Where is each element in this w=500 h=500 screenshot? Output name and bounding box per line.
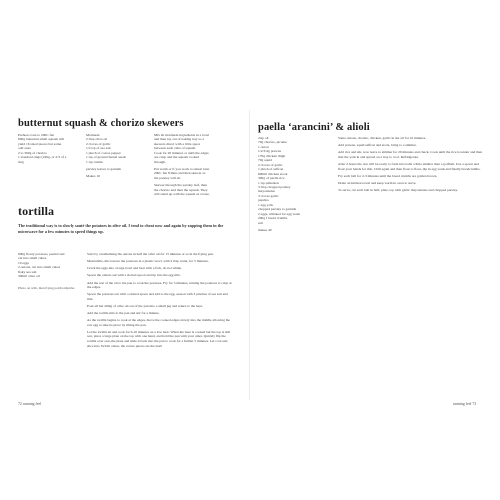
method-step: Drain on kitchen towel and keep warm in oven to serve. [338, 180, 417, 185]
ingredient-line: makes 40 [258, 227, 272, 232]
ingredient-line: 1 tsp of ground fennel seeds [86, 155, 126, 160]
page-gutter [249, 110, 250, 400]
ingredient-line: 300ml olive oil [18, 274, 40, 279]
ingredient-line: 2 cloves of garlic [86, 141, 111, 146]
method-line: and then lay out of baking tray so a [154, 137, 205, 142]
ingredient-line: chopped parsley to garnish [258, 207, 297, 212]
method-line: the parsley will sit. [154, 175, 181, 180]
method-line: 200C fan 8 mins and then skewer as [154, 171, 206, 176]
arancini-method [338, 136, 483, 195]
ingredient-line: 10 eggs [18, 260, 29, 265]
method-line: Skewer through the parsley leaf, then [154, 183, 207, 188]
tortilla-title: tortilla [18, 204, 55, 218]
method-step: Add prawns, squid saffron and stock, bring to a simmer. [338, 143, 417, 148]
method-step: Add the tortilla mix to the pan and stir for a minute. [87, 311, 160, 316]
method-line: will stand up with the squash as a base. [154, 192, 210, 197]
arancini-title: paella ‘arancini’ & alioli [258, 122, 370, 133]
method-step: Fry each ball for 2-3 minutes until the bread crumbs are golden brown. [338, 173, 438, 178]
method-step: Let the tortilla sit and cook for 6-10 minutes on a low heat. When the base is cooked but the top is still wet, place a large plate on the top with one hand, and hold the pan with your other. Quickly flip the tortilla over onto the plate and slide it back into the pan to cook for a further 5 minutes. Let cool and slice into 3x3cm cubes, the corner pieces are the best! [87, 329, 231, 348]
ingredient-line: 1 onion [258, 144, 269, 149]
method-step: Start by caramelising the onions in half the olive oil for 15 minutes or so in the frying pan. [87, 252, 214, 256]
method-line: between each cube of squash. [154, 146, 197, 151]
skewers-ingredients [18, 133, 83, 164]
method-step: Crack the eggs into a large bowl and beat with a fork, do not whisk. [87, 266, 182, 271]
ingredient-line: 1/2/3/4g prawns [258, 149, 281, 154]
skewers-method [154, 133, 234, 196]
method-line: Mix all marinade ingredients in a bowl [154, 133, 210, 137]
ingredient-line: 1 tsp cumin [86, 159, 103, 164]
ingredient-line: 2 tbsp olive oil [86, 137, 108, 142]
page-number-right: running feel 73 [453, 402, 477, 406]
ingredient-line: 1 tsp pimenton [258, 180, 280, 185]
method-line: Cook for 20 minutes or until the edges [154, 150, 209, 155]
note-line: Toothpicks [59, 286, 75, 290]
ingredient-line: ring [18, 159, 24, 164]
method-step: Add rice and stir, now leave to simmer for 20 minutes and check. Cook until the rice is tender and then mix the yolk in and spread on a tray to cool. Refridgerate. [338, 150, 483, 159]
ingredient-line: flaky sea salt [18, 269, 37, 274]
method-line: Put warm or if you work to reheat later [154, 166, 210, 171]
ingredient-line: Preheat oven to 200C fan [18, 133, 55, 137]
ingredient-line: 2 eggs, whisked for egg wash [258, 211, 300, 216]
tortilla-intro: The traditional way is to slowly sauté the potatoes in olive oil. I tend to cheat now and again by zapping them in the microwave for a few minutes to speed things up. [18, 223, 224, 234]
skewers-marinade [86, 133, 150, 179]
ingredient-line: 2 to 360g of chorizo [18, 150, 47, 155]
ingredient-line: 3 cloves garlic [258, 193, 279, 198]
ingredient-line: 70g chorizo, picante [258, 140, 287, 145]
ingredient-line: paprika [258, 198, 269, 203]
method-step: Spoon the potatoes out with a slotted spoon and add to the egg, season with 3 pinches of sea salt and mix. [87, 292, 228, 301]
note-line: Photo on with, then frying pan [18, 286, 60, 290]
ingredient-line: 2 onions, cut into small cubes [18, 265, 61, 270]
method-line: the chorizo and then the squash. They [154, 187, 208, 192]
ingredient-line: parsley leaves to garnish [86, 166, 121, 171]
page-number-left: 72 running feel [18, 402, 42, 406]
method-line: are crisp and the squash cooked [154, 155, 200, 160]
ingredient-line: 1 pinch of saffron [258, 167, 284, 172]
tortilla-ingredients [18, 252, 78, 279]
skewers-title: butternut squash & chorizo skewers [18, 118, 184, 129]
ingredient-line: 600ml chicken stock [258, 171, 288, 176]
ingredient-line: 3 tbsp chopped parsley [258, 184, 291, 189]
ingredient-line: 2tsp oil [258, 136, 269, 140]
method-step: After 2 hours the rice will be ready to form into balls a little smaller than a golfball. Use a spoon and flour your hands for this. Chill again and then flour to flour, dip in egg wash and finally breadcrumbs. [338, 161, 481, 171]
method-step: Spoon the onions out with a slotted spoon and tip into the egg mix. [87, 273, 181, 278]
method-line: skewers direct with a little space [154, 141, 201, 146]
ingredient-line: 1 egg yolk [258, 202, 273, 207]
method-line: through. [154, 159, 166, 164]
ingredient-line: salt [258, 220, 263, 225]
ingredient-line: 70g squid [258, 158, 272, 163]
method-step: Add the rest of the oil to the pan to cook the potatoes. Fry for 5 minutes, turning the potatoes to crisp at the edges. [87, 280, 232, 290]
ingredient-line: 600g butternut small squash will [18, 137, 65, 142]
ingredient-line: 170g chicken thigh [258, 153, 286, 158]
ingredient-line: 1 standard rings (240g, or 2/3 of a [18, 155, 67, 160]
ingredient-line: Makes 16 [86, 174, 100, 179]
ingredient-line: Marinade [86, 133, 100, 137]
method-step: Pour all but 20mg of olive oil out of the pan into a small jug and return to the heat. [87, 303, 203, 308]
ingredient-line: 1/2 tsp of sea salt [86, 146, 111, 151]
ingredient-line: mayonnaise [258, 189, 275, 194]
ingredient-line: cut into small cubes [18, 256, 47, 261]
ingredient-line: 200g f bread crumbs [258, 216, 288, 221]
tortilla-method [87, 252, 234, 351]
ingredient-line: 2 cloves of garlic [258, 162, 283, 167]
ingredient-line: yield 16 sized pieces but some [18, 141, 62, 146]
tortilla-note [18, 286, 74, 290]
ingredient-line: 300g of paella rice [258, 176, 285, 181]
method-step: Saute onions, chorizo, chicken, garlic in the oil for 10 minutes. [338, 136, 427, 140]
ingredient-line: odd ones [18, 146, 31, 151]
method-step: As the tortilla begins to cook at the edges, move the cooked edges slowly into the middle allowing the raw egg to take its place by tilting the pan. [87, 318, 230, 327]
arancini-ingredients [258, 136, 326, 232]
method-step: To serve, cut each ball in half, plate, top with garlic mayonnaise and chopped parsley. [338, 187, 458, 192]
ingredient-line: 1 pinch of coarse pepper [86, 150, 121, 155]
method-step: Meanwhile, microwave the potatoes in a plastic bowl, with 2 tbsp water, for 5 minutes. [87, 259, 209, 264]
ingredient-line: 600g floury potatoes, peeled and [18, 252, 65, 256]
